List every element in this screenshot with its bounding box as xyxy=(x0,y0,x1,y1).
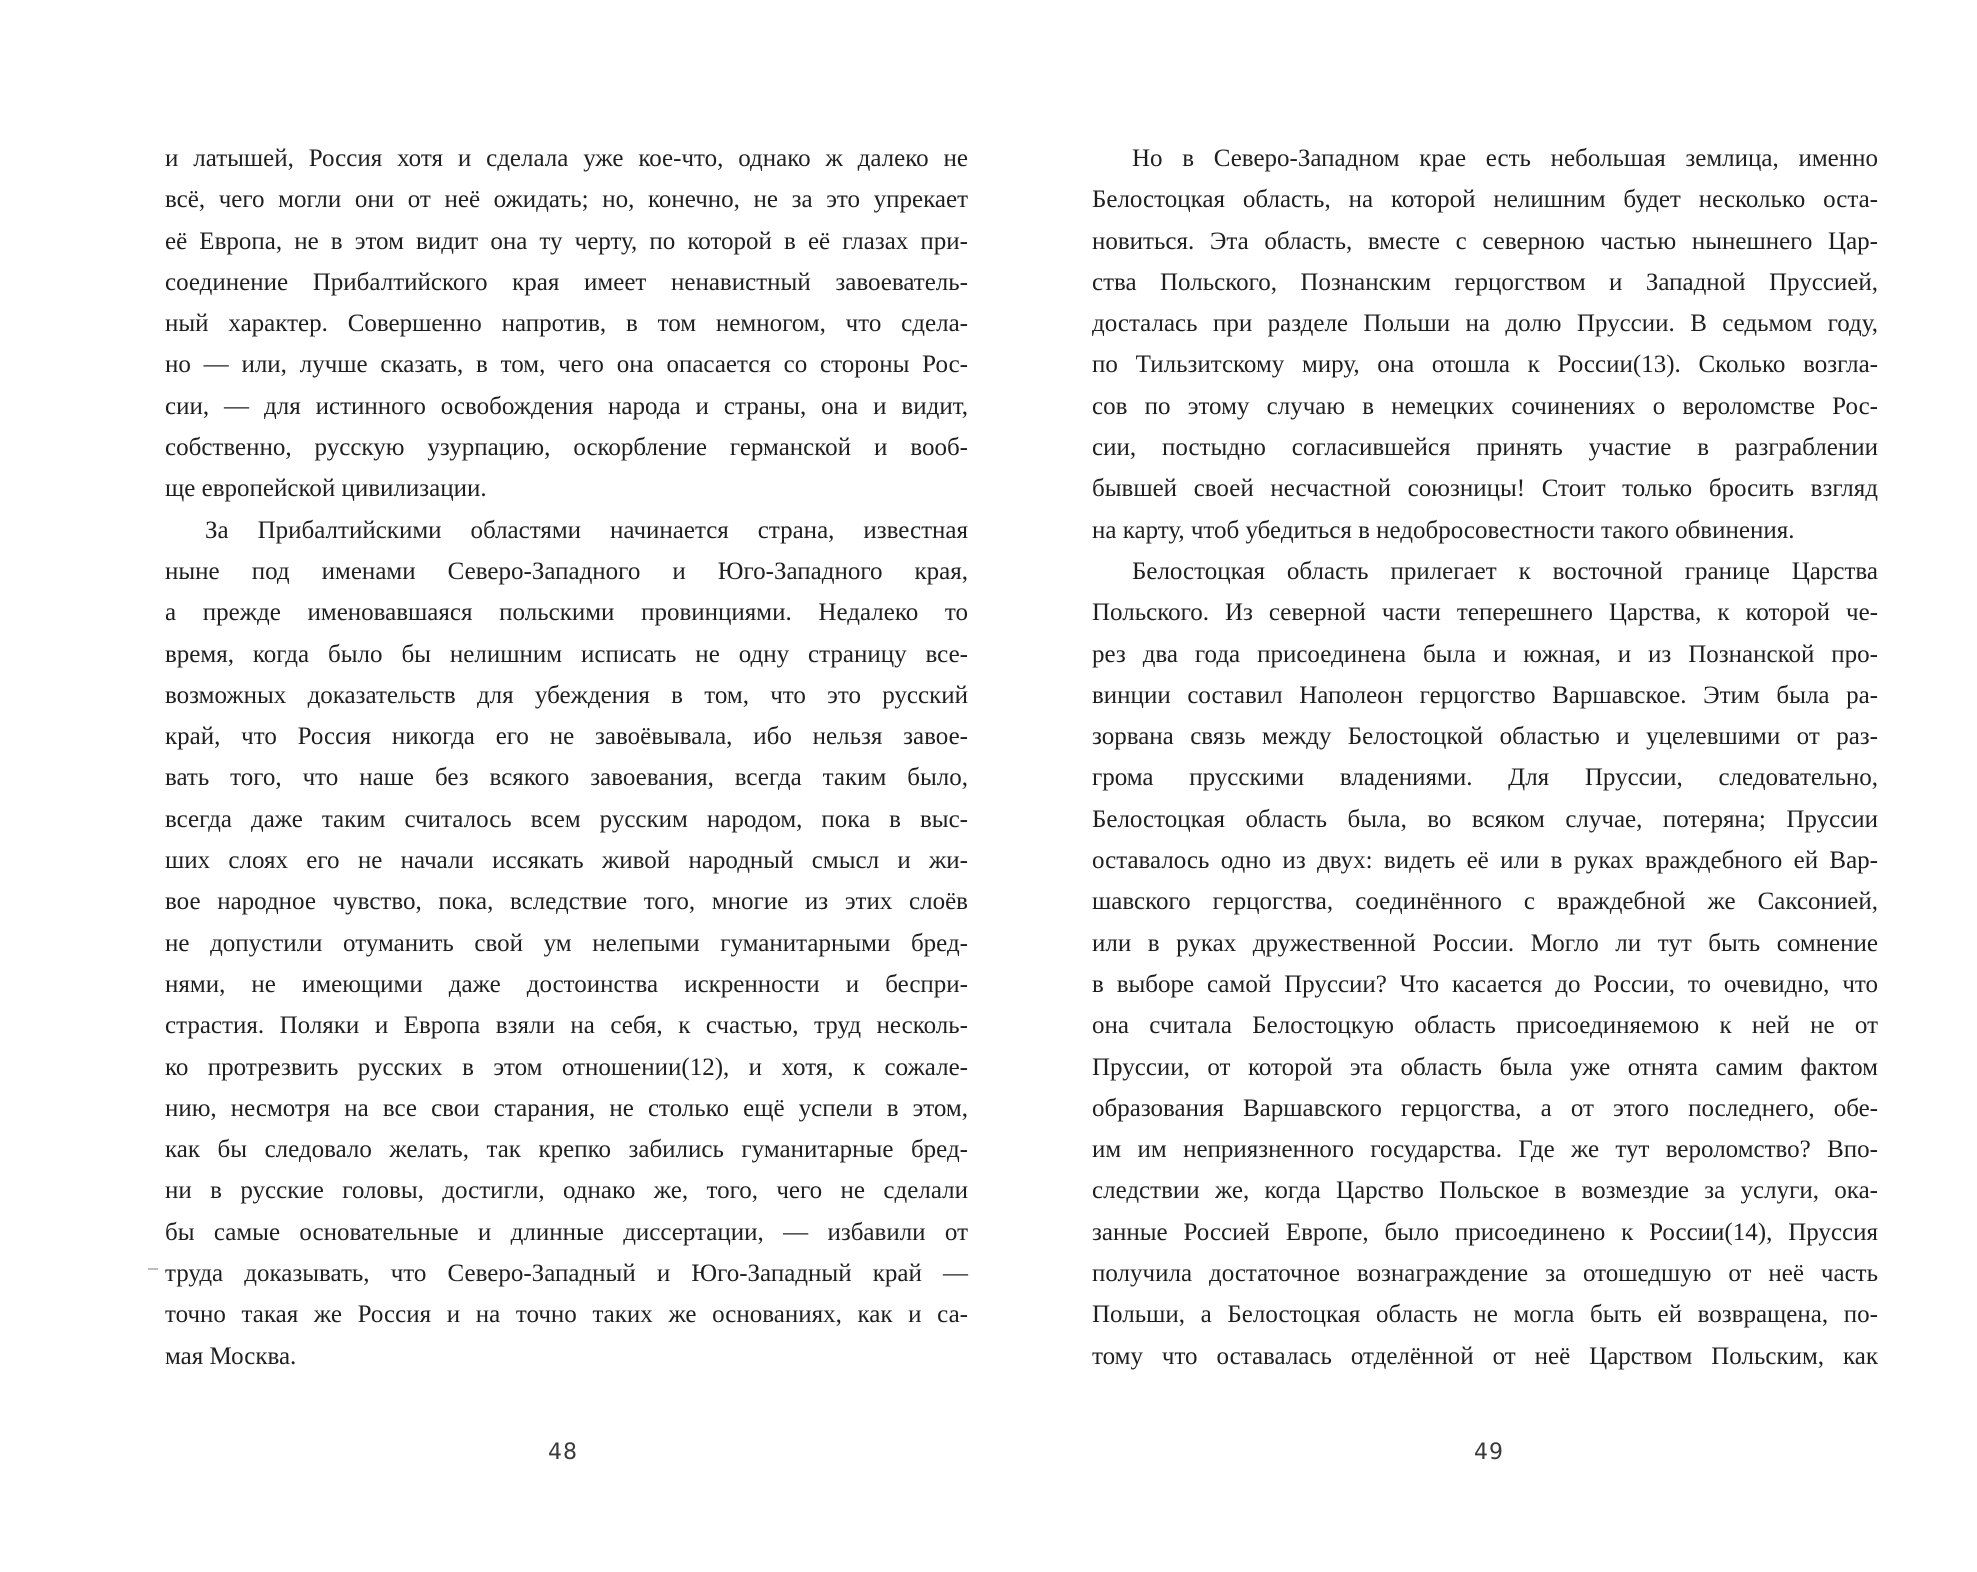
text-line: тому что оставалась отделённой от неё Царством Польским, как xyxy=(1092,1342,1878,1370)
text-line: вать того, что наше без всякого завоевания, всегда таким было, xyxy=(165,764,968,792)
text-line: им им неприязненного государства. Где же тут вероломство? Впо- xyxy=(1092,1136,1878,1164)
text-line: ших слоях его не начали иссякать живой народный смысл и жи- xyxy=(165,847,968,875)
text-line: не допустили отуманить свой ум нелепыми гуманитарными бред- xyxy=(165,929,968,957)
text-line: грома прусскими владениями. Для Пруссии, следовательно, xyxy=(1092,764,1878,792)
text-line: мая Москва. xyxy=(165,1342,297,1370)
text-line: сии, постыдно согласившейся принять участие в разграблении xyxy=(1092,434,1878,462)
text-line: нями, не имеющими даже достоинства искренности и беспри- xyxy=(165,970,968,998)
text-line: досталась при разделе Польши на долю Пруссии. В седьмом году, xyxy=(1092,310,1878,338)
margin-mark xyxy=(148,1268,158,1270)
text-line: нию, несмотря на все свои старания, не столько ещё успели в этом, xyxy=(165,1094,968,1122)
text-line: или в руках дружественной России. Могло ли тут быть сомнение xyxy=(1092,929,1878,957)
left-page xyxy=(0,0,988,1572)
text-line: бы самые основательные и длинные диссертации, — избавили от xyxy=(165,1218,968,1246)
text-line: соединение Прибалтийского края имеет ненавистный завоеватель- xyxy=(165,268,968,296)
text-line: рез два года присоединена была и южная, и из Познанской про- xyxy=(1092,640,1878,668)
text-line: а прежде именовавшаяся польскими провинциями. Недалеко то xyxy=(165,599,968,627)
page-number: 48 xyxy=(548,1440,578,1465)
text-line: Белостоцкая область была, во всяком случае, потеряна; Пруссии xyxy=(1092,805,1878,833)
text-line: её Европа, не в этом видит она ту черту, по которой в её глазах при- xyxy=(165,227,968,255)
text-line: следствии же, когда Царство Польское в возмездие за услуги, ока- xyxy=(1092,1177,1878,1205)
text-line: край, что Россия никогда его не завоёвывала, ибо нельзя завое- xyxy=(165,723,968,751)
paragraph-first-line: Но в Северо-Западном крае есть небольшая землица, именно xyxy=(1132,145,1878,172)
text-line: Польского. Из северной части теперешнего Царства, к которой че- xyxy=(1092,599,1878,627)
text-line: оставалось одно из двух: видеть её или в руках враждебного ей Вар- xyxy=(1092,847,1878,875)
text-line: ныне под именами Северо-Западного и Юго-Западного края, xyxy=(165,557,968,585)
text-line: страстия. Поляки и Европа взяли на себя, к счастью, труд несколь- xyxy=(165,1012,968,1040)
text-line: время, когда было бы нелишним исписать не одну страницу все- xyxy=(165,640,968,668)
text-line: Белостоцкая область, на которой нелишним будет несколько оста- xyxy=(1092,186,1878,214)
text-line: ный характер. Совершенно напротив, в том немногом, что сдела- xyxy=(165,310,968,338)
text-line: всегда даже таким считалось всем русским народом, пока в выс- xyxy=(165,805,968,833)
text-line: точно такая же Россия и на точно таких же основаниях, как и са- xyxy=(165,1301,968,1329)
text-line: собственно, русскую узурпацию, оскорбление германской и вооб- xyxy=(165,434,968,462)
text-line: ни в русские головы, достигли, однако же, того, чего не сделали xyxy=(165,1177,968,1205)
left-page-text xyxy=(165,138,968,1377)
text-line: по Тильзитскому миру, она отошла к России(13). Сколько возгла- xyxy=(1092,351,1878,379)
text-line: ко протрезвить русских в этом отношении(12), и хотя, к сожале- xyxy=(165,1053,968,1081)
text-line: в выборе самой Пруссии? Что касается до России, то очевидно, что xyxy=(1092,970,1878,998)
text-line: сов по этому случаю в немецких сочинениях о вероломстве Рос- xyxy=(1092,392,1878,420)
text-line: вое народное чувство, пока, вследствие того, многие из этих слоёв xyxy=(165,888,968,916)
text-line: получила достаточное вознаграждение за отошедшую от неё часть xyxy=(1092,1260,1878,1288)
paragraph-first-line: За Прибалтийскими областями начинается страна, известная xyxy=(205,516,968,544)
text-line: шавского герцогства, соединённого с враждебной же Саксонией, xyxy=(1092,888,1878,916)
text-line: зорвана связь между Белостоцкой областью и уцелевшими от раз- xyxy=(1092,723,1878,751)
text-line: образования Варшавского герцогства, а от этого последнего, обе- xyxy=(1092,1094,1878,1122)
right-page xyxy=(988,0,1977,1572)
text-line: труда доказывать, что Северо-Западный и Юго-Западный край — xyxy=(165,1260,968,1288)
text-line: всё, чего могли они от неё ожидать; но, конечно, не за это упрекает xyxy=(165,186,968,214)
right-page-text xyxy=(1092,138,1878,1377)
page-number: 49 xyxy=(1474,1440,1504,1465)
text-line: занные Россией Европе, было присоединено к России(14), Пруссия xyxy=(1092,1218,1878,1246)
text-line: но — или, лучше сказать, в том, чего она опасается со стороны Рос- xyxy=(165,351,968,379)
text-line: бывшей своей несчастной союзницы! Стоит только бросить взгляд xyxy=(1092,475,1878,503)
text-line: возможных доказательств для убеждения в том, что это русский xyxy=(165,681,968,709)
paragraph-first-line: Белостоцкая область прилегает к восточной границе Царства xyxy=(1132,557,1878,585)
text-line: и латышей, Россия хотя и сделала уже кое-что, однако ж далеко не xyxy=(165,145,968,172)
text-line: на карту, чтоб убедиться в недобросовестности такого обвинения. xyxy=(1092,516,1795,544)
text-line: она считала Белостоцкую область присоединяемою к ней не от xyxy=(1092,1012,1878,1040)
text-line: ства Польского, Познанским герцогством и Западной Пруссией, xyxy=(1092,268,1878,296)
text-line: сии, — для истинного освобождения народа и страны, она и видит, xyxy=(165,392,968,420)
text-line: ще европейской цивилизации. xyxy=(165,475,487,503)
text-line: Польши, а Белостоцкая область не могла быть ей возвращена, по- xyxy=(1092,1301,1878,1329)
text-line: винции составил Наполеон герцогство Варшавское. Этим была ра- xyxy=(1092,681,1878,709)
text-line: как бы следовало желать, так крепко забились гуманитарные бред- xyxy=(165,1136,968,1164)
text-line: новиться. Эта область, вместе с северною частью нынешнего Цар- xyxy=(1092,227,1878,255)
text-line: Пруссии, от которой эта область была уже отнята самим фактом xyxy=(1092,1053,1878,1081)
